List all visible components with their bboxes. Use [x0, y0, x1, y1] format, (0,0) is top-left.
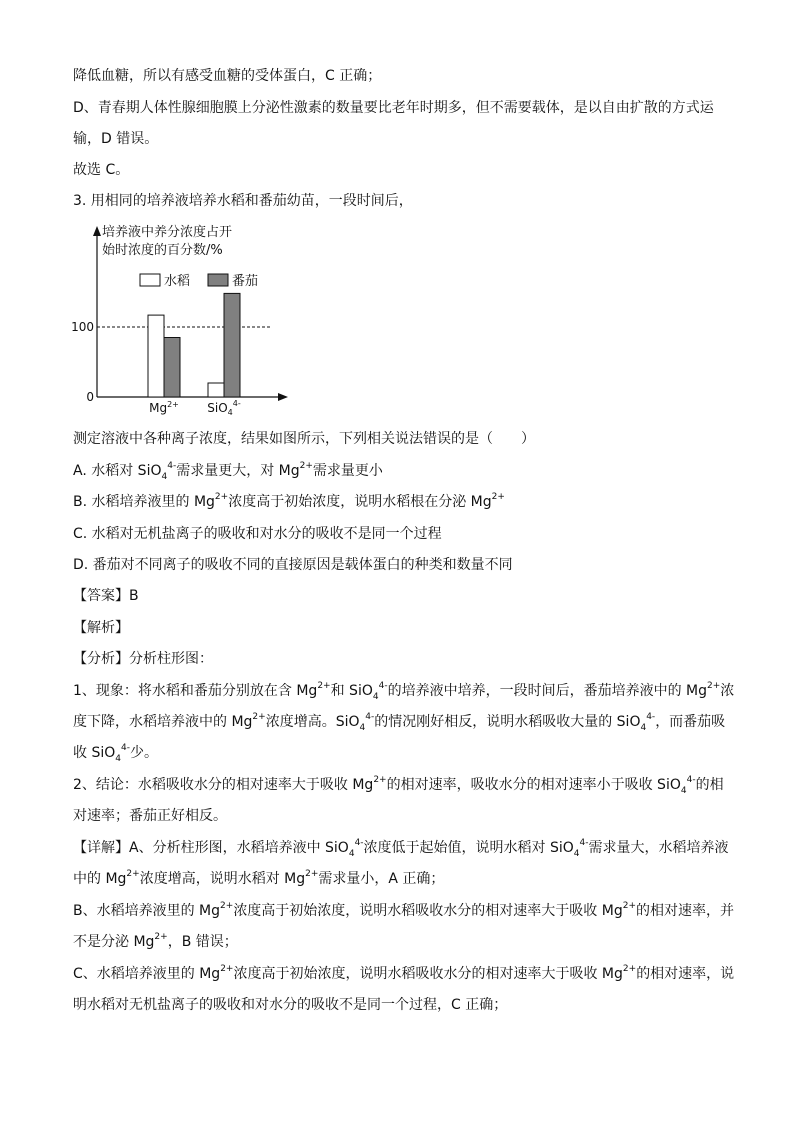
legend-swatch-rice — [140, 274, 160, 286]
xiangjie-b-line1: B、水稻培养液里的 $Mg^{2+}$浓度高于初始浓度，说明水稻吸收水分的相对速率大于吸收 $Mg^{2+}$的相对速率，并 — [73, 901, 735, 919]
x-axis-arrow — [278, 393, 288, 401]
bar-tomato-sio4 — [224, 293, 240, 397]
chart-title-line2: 始时浓度的百分数/% — [102, 243, 223, 258]
y-axis-arrow — [93, 226, 101, 236]
bar-rice-mg — [148, 315, 164, 397]
option-d[interactable]: D. 番茄对不同离子的吸收不同的直接原因是载体蛋白的种类和数量不同 — [73, 557, 513, 573]
legend-label-rice: 水稻 — [164, 274, 191, 289]
text-line: D、青春期人体性腺细胞膜上分泌性激素的数量要比老年时期多，但不需要载体，是以自由扩散的方式运 — [73, 100, 714, 116]
xiangjie-b-line2: 不是分泌 $Mg^{2+}$，B 错误； — [73, 932, 238, 950]
analysis-heading: 【解析】 — [73, 620, 129, 636]
bar-chart — [68, 222, 298, 422]
fenxi-p1-line3: 收 SiO$_4^{4-}$少。 — [73, 743, 158, 764]
bar-rice-sio4 — [208, 383, 224, 397]
xiangjie-c-line2: 明水稻对无机盐离子的吸收和对水分的吸收不是同一个过程，C 正确； — [73, 997, 508, 1013]
fenxi-p1-line1: 1、现象：将水稻和番茄分别放在含 $Mg^{2+}$和 SiO$_4^{4-}$的培养液中培养，一段时间后，番茄培养液中的 $Mg^{2+}$浓 — [73, 681, 735, 702]
xiangjie-a-line1: 【详解】A、分析柱形图，水稻培养液中 SiO$_4^{4-}$浓度低于起始值，说明水稻对 SiO$_4^{4-}$需求量大，水稻培养液 — [73, 838, 729, 859]
fenxi-p2-line2: 对速率；番茄正好相反。 — [73, 808, 227, 824]
option-b[interactable]: B. 水稻培养液里的 $Mg^{2+}$浓度高于初始浓度，说明水稻根在分泌 $Mg^{2+}$ — [73, 492, 505, 510]
text-line: 故选 C。 — [73, 162, 130, 178]
legend-swatch-tomato — [208, 274, 228, 286]
answer-line: 【答案】B — [73, 588, 139, 604]
y-tick-label-100: 100 — [71, 320, 94, 334]
xiangjie-a-line2: 中的 $Mg^{2+}$浓度增高，说明水稻对 $Mg^{2+}$需求量小，A 正确； — [73, 869, 445, 887]
question-intro: 3. 用相同的培养液培养水稻和番茄幼苗，一段时间后， — [73, 193, 413, 209]
option-c[interactable]: C. 水稻对无机盐离子的吸收和对水分的吸收不是同一个过程 — [73, 526, 442, 542]
text-line: 降低血糖，所以有感受血糖的受体蛋白，C 正确； — [73, 68, 382, 84]
text-line: 输，D 错误。 — [73, 131, 159, 147]
option-a[interactable]: A. 水稻对 SiO$_4^{4-}$需求量更大，对 $Mg^{2+}$需求量更小 — [73, 461, 383, 482]
y-tick-label-0: 0 — [86, 390, 94, 404]
xiangjie-c-line1: C、水稻培养液里的 $Mg^{2+}$浓度高于初始浓度，说明水稻吸收水分的相对速率大于吸收 $Mg^{2+}$的相对速率，说 — [73, 964, 735, 982]
fenxi-p2-line1: 2、结论：水稻吸收水分的相对速率大于吸收 $Mg^{2+}$的相对速率，吸收水分的相对速率小于吸收 SiO$_4^{4-}$的相 — [73, 775, 724, 796]
x-tick-label-sio4: SiO$_4^{4-}$ — [207, 399, 241, 417]
chart-title-line1: 培养液中养分浓度占开 — [102, 225, 233, 240]
fenxi-heading: 【分析】分析柱形图： — [73, 651, 213, 667]
question-stem: 测定溶液中各种离子浓度，结果如图所示，下列相关说法错误的是（ ） — [73, 431, 535, 447]
x-tick-label-mg: $Mg^{2+}$ — [149, 400, 179, 415]
legend-label-tomato: 番茄 — [232, 274, 259, 289]
fenxi-p1-line2: 度下降，水稻培养液中的 $Mg^{2+}$浓度增高。SiO$_4^{4-}$的情况刚好相反，说明水稻吸收大量的 SiO$_4^{4-}$，而番茄吸 — [73, 712, 726, 733]
bar-tomato-mg — [164, 338, 180, 398]
